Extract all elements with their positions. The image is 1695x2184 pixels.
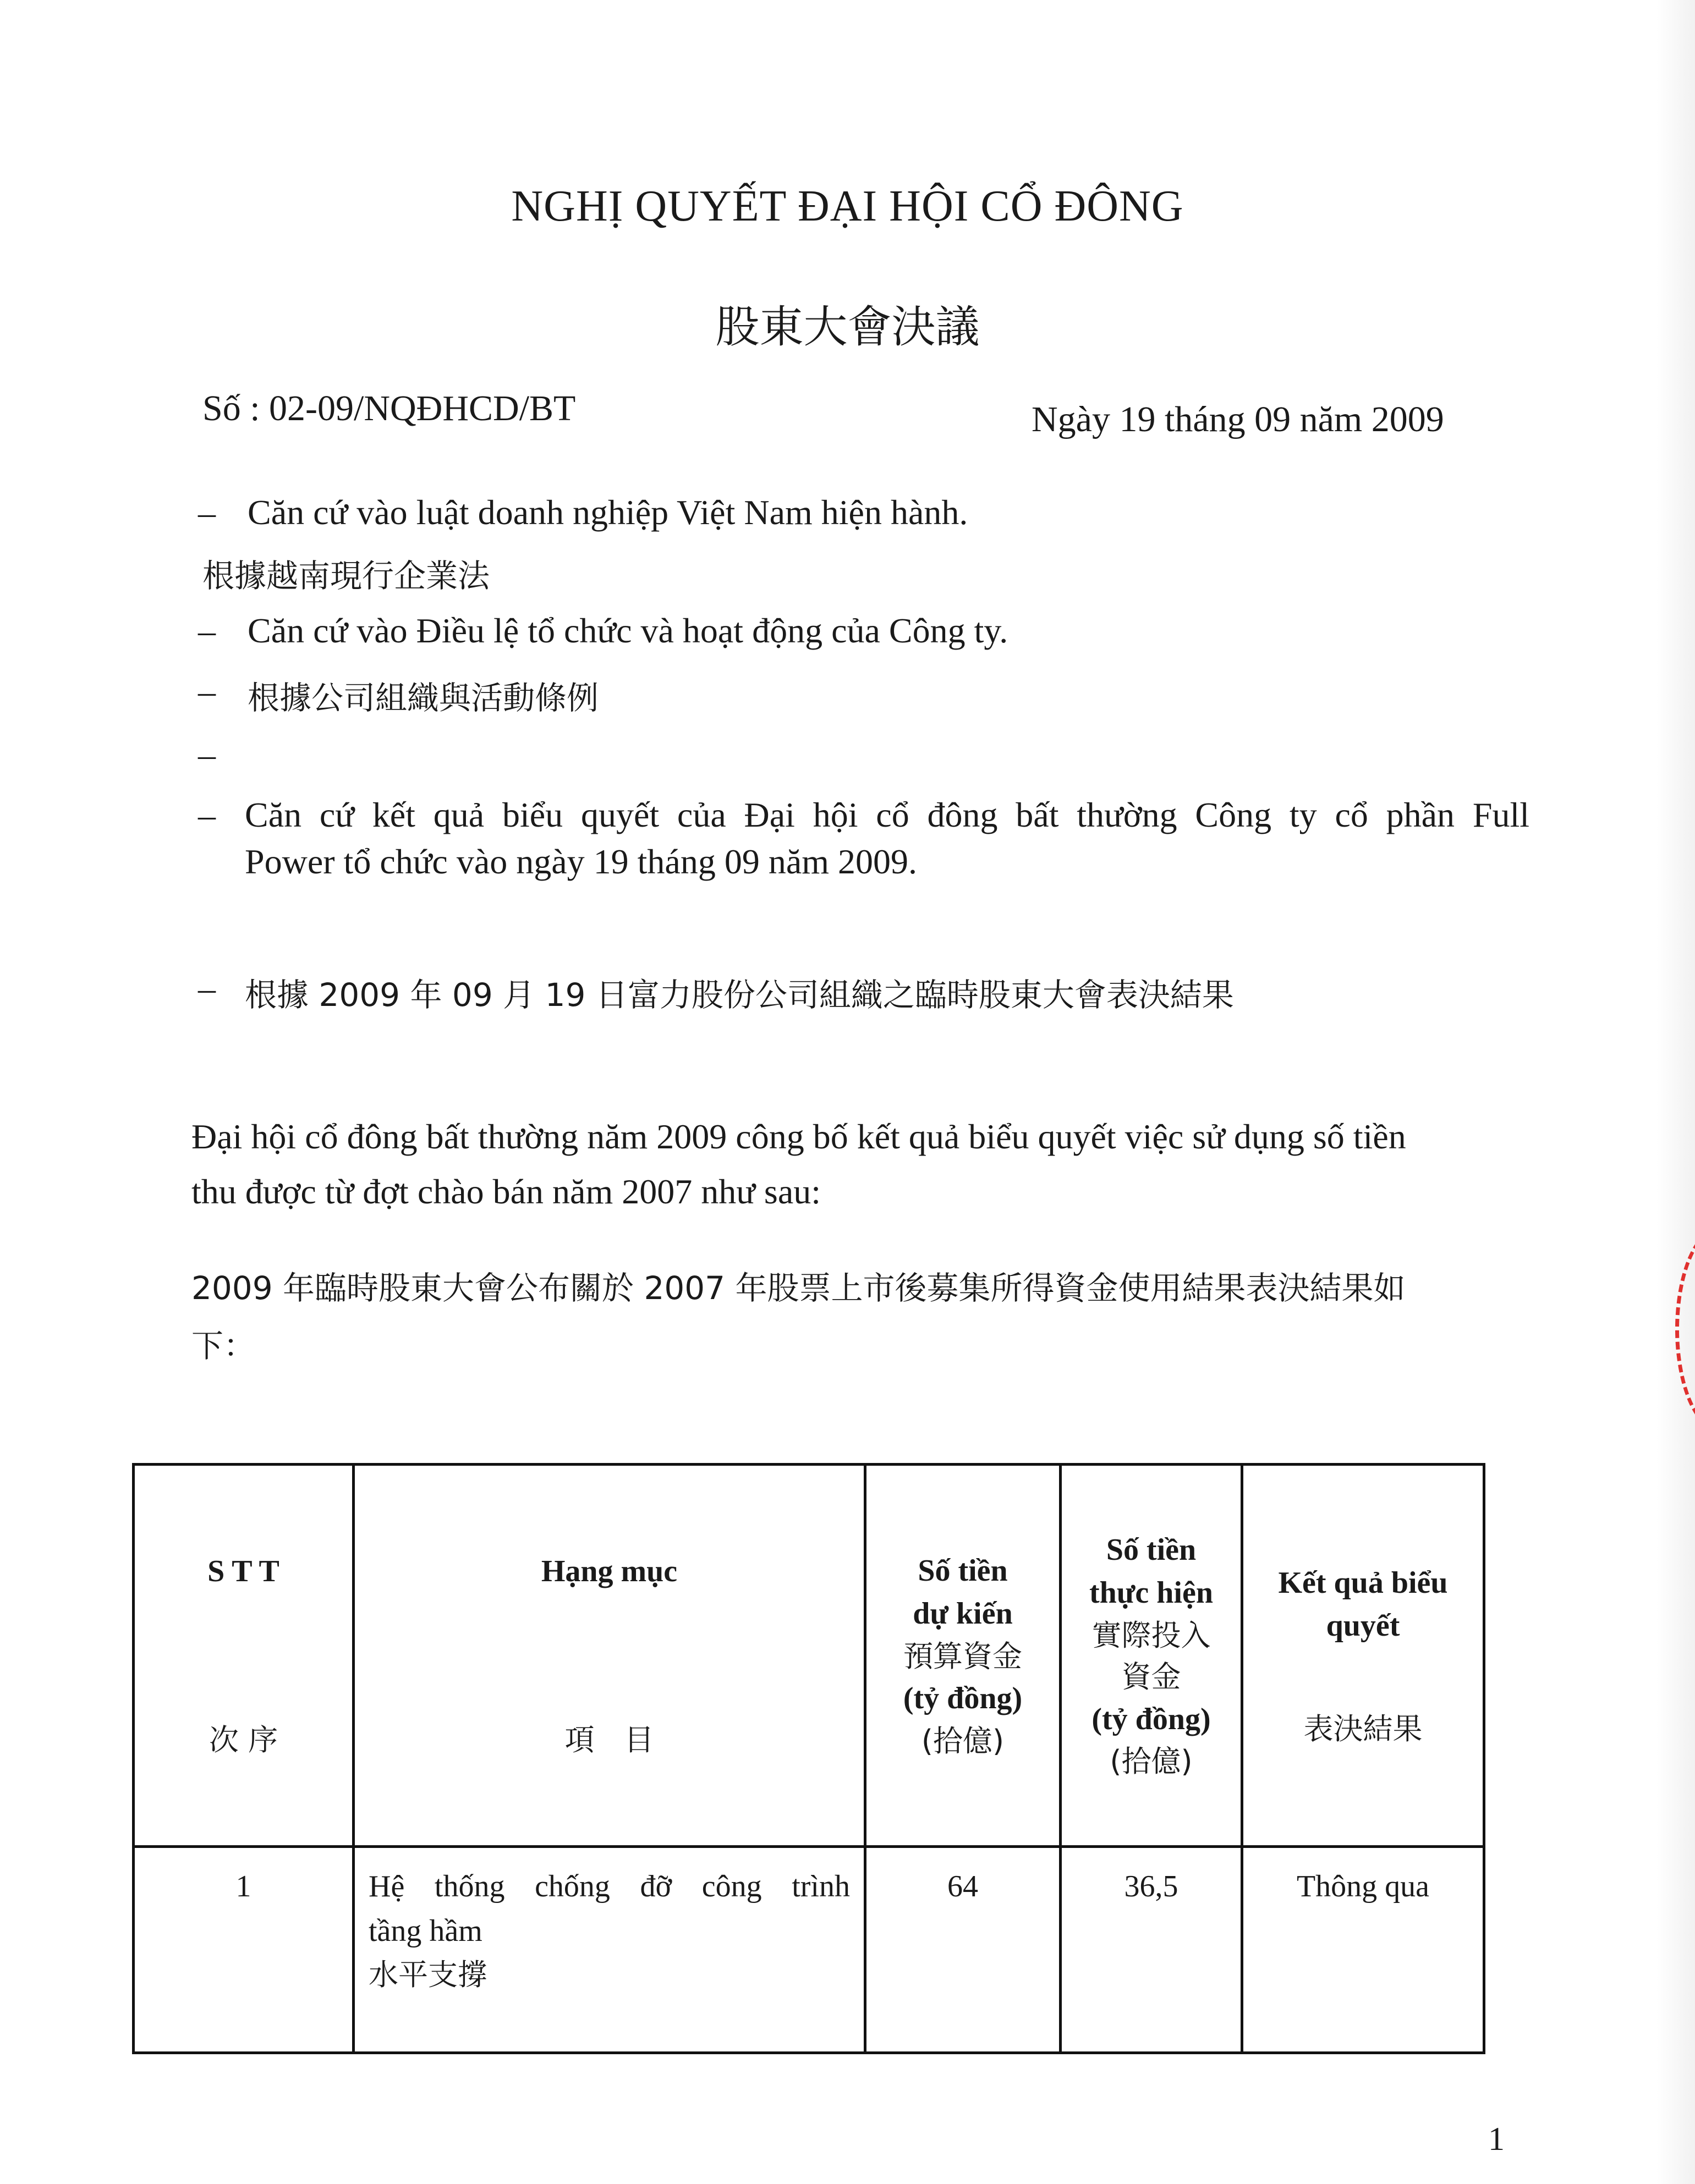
fund-usage-table: [132, 1463, 1485, 2054]
document-date: Ngày 19 tháng 09 năm 2009: [1032, 399, 1444, 439]
page-number: 1: [1488, 2121, 1505, 2157]
document-number: Số : 02-09/NQĐHCD/BT: [202, 388, 576, 428]
header-stt: S T T 次 序: [134, 1465, 354, 1847]
bullet-dash: –: [198, 672, 216, 711]
bullet-dash: –: [198, 969, 216, 1008]
bullet-item-law-zh: 根據越南現行企業法: [202, 557, 490, 595]
bullet-item-charter: Căn cứ vào Điều lệ tổ chức và hoạt động của Công ty.: [248, 611, 1008, 650]
intro-vi-line2: thu được từ đợt chào bán năm 2007 như sau:: [191, 1172, 821, 1211]
table-header-row: [134, 1465, 1484, 1847]
table-row: [134, 1847, 1484, 2053]
header-item: Hạng mục 項 目: [354, 1465, 865, 1847]
bullet-dash: –: [198, 795, 216, 834]
bullet-dash: –: [198, 611, 216, 650]
cell-item-vi-line2: tầng hầm: [369, 1914, 482, 1949]
bullet-dash: –: [198, 493, 216, 532]
intro-zh-line2: 下：: [191, 1327, 256, 1365]
bullet-item-charter-zh: 根據公司組織與活動條例: [248, 679, 599, 717]
bullet-item-vote-line2: Power tổ chức vào ngày 19 tháng 09 năm 2009.: [245, 842, 917, 881]
intro-zh-line1: 2009 年臨時股東大會公布關於 2007 年股票上市後募集所得資金使用結果表決結果如: [191, 1269, 1406, 1307]
bullet-item-law: Căn cứ vào luật doanh nghiệp Việt Nam hiện hành.: [248, 493, 968, 532]
cell-planned: 64: [865, 1847, 1061, 2053]
document-title: NGHỊ QUYẾT ĐẠI HỘI CỔ ĐÔNG: [511, 182, 1184, 230]
cell-item: [354, 1847, 865, 2053]
header-actual-amount: Số tiền thực hiện 實際投入 資金 (tỷ đồng) (拾億): [1061, 1465, 1242, 1847]
intro-vi-line1: Đại hội cổ đông bất thường năm 2009 công bố kết quả biểu quyết việc sử dụng số tiền: [191, 1117, 1406, 1156]
cell-item-vi-line1: Hệ thống chống đỡ công trình: [369, 1869, 850, 1904]
header-vote-result: Kết quả biểu quyết 表決結果: [1242, 1465, 1484, 1847]
bullet-item-vote-zh: 根據 2009 年 09 月 19 日富力股份公司組織之臨時股東大會表決結果: [245, 976, 1234, 1014]
cell-item-zh: 水平支撐: [369, 1957, 487, 1993]
cell-result: Thông qua: [1242, 1847, 1484, 2053]
bullet-item-vote-line1: Căn cứ kết quả biểu quyết của Đại hội cổ đông bất thường Công ty cổ phần Full: [245, 795, 1529, 834]
bullet-dash: –: [198, 735, 216, 774]
cell-actual: 36,5: [1061, 1847, 1242, 2053]
header-planned-amount: Số tiền dự kiến 預算資金 (tỷ đồng) (拾億): [865, 1465, 1061, 1847]
document-subtitle-zh: 股東大會決議: [715, 301, 980, 353]
cell-stt: 1: [134, 1847, 354, 2053]
